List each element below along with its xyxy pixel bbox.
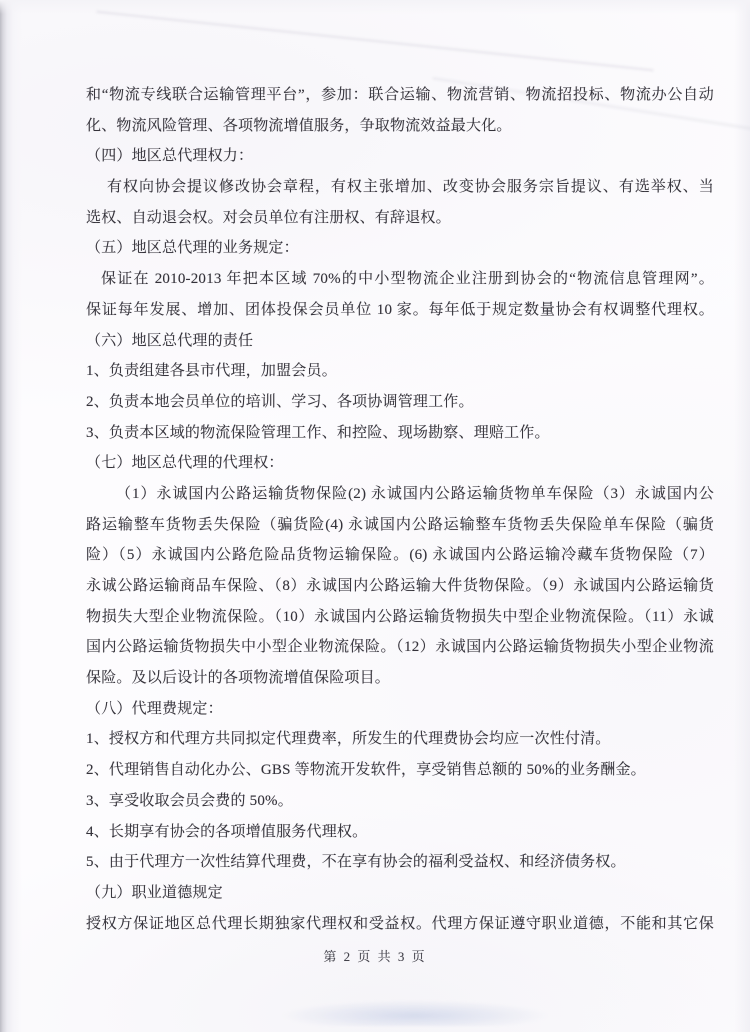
scan-right-edge-shadow <box>734 0 750 1032</box>
text-line-continuation: 物损失大型企业物流保险。（10）永诚国内公路运输货物损失中型企业物流保险。（11）永诚 <box>86 608 714 625</box>
text-line-heading: （五）地区总代理的业务规定： <box>86 240 299 257</box>
text-line-paragraph-start: 有权向协会提议修改协会章程，有权主张增加、改变协会服务宗旨提议、有选举权、当 <box>107 179 714 196</box>
text-line-list-item: 2、代理销售自动化办公、GBS 等物流开发软件，享受销售总额的 50%的业务酬金。 <box>86 762 646 779</box>
text-line-list-item: 1、负责组建各县市代理，加盟会员。 <box>86 363 337 380</box>
text-line-heading: （八）代理费规定： <box>86 700 223 717</box>
text-line-heading: （九）职业道德规定 <box>86 884 223 901</box>
text-line-paragraph-start: 授权方保证地区总代理长期独家代理权和受益权。代理方保证遵守职业道德，不能和其它保 <box>86 915 714 932</box>
text-line-paragraph-start: （1）永诚国内公路运输货物保险(2) 永诚国内公路运输货物单车保险（3）永诚国内公 <box>116 485 714 502</box>
text-line-continuation: 险）（5）永诚国内公路危险品货物运输保险。(6) 永诚国内公路运输冷藏车货物保险（7） <box>86 547 714 564</box>
text-line-list-item: 2、负责本地会员单位的培训、学习、各项协调管理工作。 <box>86 393 474 410</box>
text-line-heading: （四）地区总代理权力： <box>86 148 254 165</box>
text-line-continuation: 选权、自动退会权。对会员单位有注册权、有辞退权。 <box>86 209 451 226</box>
scan-left-edge-shadow <box>0 0 22 1032</box>
page-footer <box>0 946 750 965</box>
text-line-list-item: 5、由于代理方一次性结算代理费，不在享有协会的福利受益权、和经济债务权。 <box>86 854 626 871</box>
page-number: 第 2 页 共 3 页 <box>323 949 427 964</box>
text-line-continuation: 保证每年发展、增加、团体投保会员单位 10 家。每年低于规定数量协会有权调整代理权。 <box>86 301 714 318</box>
text-line-continuation: 路运输整车货物丢失保险（骗货险(4) 永诚国内公路运输整车货物丢失保险单车保险（骗货 <box>86 516 714 533</box>
text-line-heading: （六）地区总代理的责任 <box>86 332 254 349</box>
text-line-continuation: 保险。及以后设计的各项物流增值保险项目。 <box>86 670 391 687</box>
text-line-list-item: 1、授权方和代理方共同拟定代理费率，所发生的代理费协会均应一次性付清。 <box>86 731 611 748</box>
text-line-heading: （七）地区总代理的代理权： <box>86 455 284 472</box>
text-line-continuation: 和“物流专线联合运输管理平台”，参加：联合运输、物流营销、物流招投标、物流办公自动 <box>86 87 714 103</box>
text-line-list-item: 4、长期享有协会的各项增值服务代理权。 <box>86 823 368 840</box>
text-line-continuation: 化、物流风险管理、各项物流增值服务，争取物流效益最大化。 <box>86 117 512 134</box>
scan-smudge <box>280 1000 550 1026</box>
text-line-paragraph-start: 保证在 2010-2013 年把本区域 70%的中小型物流企业注册到协会的“物流信息管理网”。 <box>101 271 714 288</box>
text-line-list-item: 3、享受收取会员会费的 50%。 <box>86 792 293 809</box>
text-line-continuation: 国内公路运输货物损失中小型企业物流保险。（12）永诚国内公路运输货物损失小型企业物流 <box>86 639 714 656</box>
paper-crease <box>96 11 653 72</box>
text-line-continuation: 永诚公路运输商品车保险、（8）永诚国内公路运输大件货物保险。（9）永诚国内公路运输货 <box>86 578 714 594</box>
text-line-list-item: 3、负责本区域的物流保险管理工作、和控险、现场勘察、理赔工作。 <box>86 424 550 441</box>
text-block <box>86 80 714 939</box>
